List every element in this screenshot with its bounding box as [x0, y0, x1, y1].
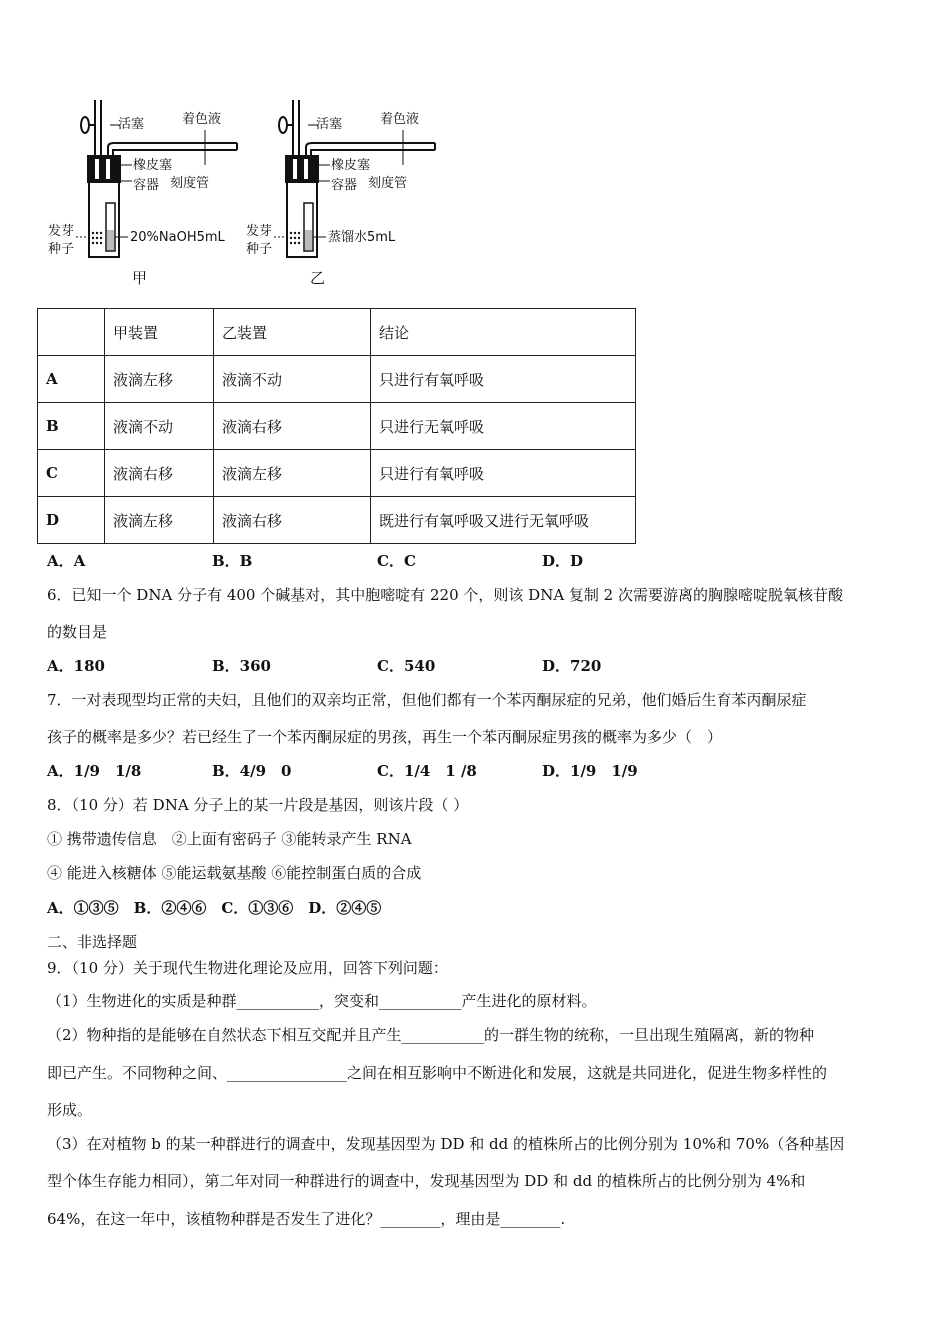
q7-text-line1: 7．一对表现型均正常的夫妇，且他们的双亲均正常，但他们都有一个苯丙酮尿症的兄弟，他们婚后生育苯丙酮尿症 — [47, 691, 807, 709]
table-row — [38, 356, 636, 403]
table-cell: 液滴右移 — [105, 450, 214, 497]
label-tube-a: 刻度管 — [170, 176, 210, 191]
caption-b: 乙 — [310, 269, 326, 287]
apparatus-figure — [40, 95, 460, 295]
table-row — [38, 403, 636, 450]
q9-part3-line2: 型个体生存能力相同），第二年对同一种群进行的调查中，发现基因型为 DD 和 dd 的植株所占的比例分别为 4%和 — [47, 1172, 806, 1190]
q6-text-line1: 6．已知一个 DNA 分子有 400 个碱基对，其中胞嘧啶有 220 个，则该 DNA 复制 2 次需要游离的胸腺嘧啶脱氧核苷酸 — [47, 586, 844, 604]
label-stopcock-b: 活塞 — [316, 117, 343, 132]
label-container-a: 容器 — [133, 178, 160, 193]
q7-option-c: C．1/4 1 /8 — [377, 762, 477, 780]
q6-text-line2: 的数目是 — [47, 623, 108, 641]
table-cell: 液滴右移 — [214, 497, 371, 544]
table-header-row — [38, 309, 636, 356]
label-stopper-a: 橡皮塞 — [133, 158, 173, 173]
label-seeds-b-1: 发芽 — [246, 224, 273, 239]
q5-option-a: A．A — [47, 552, 86, 570]
table-cell: C — [38, 450, 105, 497]
apparatus-b — [246, 100, 435, 287]
table-row — [38, 497, 636, 544]
q7-text-line2: 孩子的概率是多少？若已经生了一个苯丙酮尿症的男孩，再生一个苯丙酮尿症男孩的概率为多少（ ） — [47, 728, 723, 746]
table-cell: 液滴左移 — [214, 450, 371, 497]
table-header-cell: 乙装置 — [214, 309, 371, 356]
table-cell: 只进行有氧呼吸 — [371, 450, 636, 497]
q6-option-d: D．720 — [542, 657, 602, 675]
q5-option-c: C．C — [377, 552, 416, 570]
table-header-cell: 结论 — [371, 309, 636, 356]
table-cell: 液滴不动 — [214, 356, 371, 403]
label-seeds-a-2: 种子 — [48, 242, 75, 257]
table-cell: 液滴不动 — [105, 403, 214, 450]
label-solution-a: 20%NaOH5mL — [130, 230, 225, 245]
table-cell: D — [38, 497, 105, 544]
results-table — [37, 308, 636, 544]
label-dye-b: 着色液 — [380, 112, 420, 127]
q8-text-line1: 8．（10 分）若 DNA 分子上的某一片段是基因，则该片段（ ） — [47, 796, 469, 814]
q9-part3-line1: （3）在对植物 b 的某一种群进行的调查中，发现基因型为 DD 和 dd 的植株所占的比例分别为 10%和 70%（各种基因 — [47, 1135, 845, 1153]
label-tube-b: 刻度管 — [368, 176, 408, 191]
q6-option-a: A．180 — [47, 657, 105, 675]
q8-text-line2: ① 携带遗传信息 ②上面有密码子 ③能转录产生 RNA — [47, 830, 412, 848]
q7-option-a: A．1/9 1/8 — [47, 762, 142, 780]
q6-option-b: B．360 — [212, 657, 271, 675]
caption-a: 甲 — [132, 269, 148, 287]
q7-option-d: D．1/9 1/9 — [542, 762, 638, 780]
q8-options: A．①③⑤ B．②④⑥ C．①③⑥ D．②④⑤ — [47, 899, 382, 917]
table-cell: A — [38, 356, 105, 403]
q8-text-line3: ④ 能进入核糖体 ⑤能运载氨基酸 ⑥能控制蛋白质的合成 — [47, 864, 422, 882]
q9-part1: （1）生物进化的实质是种群___________，突变和___________产生进化的原材料。 — [47, 992, 597, 1010]
label-seeds-b-2: 种子 — [246, 242, 273, 257]
q9-part3-line3: 64%，在这一年中，该植物种群是否发生了进化？________，理由是________. — [47, 1210, 566, 1228]
table-cell: 只进行有氧呼吸 — [371, 356, 636, 403]
table-header-cell — [38, 309, 105, 356]
q5-option-d: D．D — [542, 552, 584, 570]
table-cell: B — [38, 403, 105, 450]
table-header-cell: 甲装置 — [105, 309, 214, 356]
apparatus-a — [48, 100, 237, 287]
label-solution-b: 蒸馏水5mL — [328, 230, 396, 245]
table-cell: 既进行有氧呼吸又进行无氧呼吸 — [371, 497, 636, 544]
q9-part2-line3: 形成。 — [47, 1101, 93, 1119]
table-cell: 液滴右移 — [214, 403, 371, 450]
q9-part2-line1: （2）物种指的是能够在自然状态下相互交配并且产生___________的一群生物的统称，一旦出现生殖隔离，新的物种 — [47, 1026, 815, 1044]
label-seeds-a-1: 发芽 — [48, 224, 75, 239]
q9-title: 9．（10 分）关于现代生物进化理论及应用，回答下列问题： — [47, 959, 448, 977]
table-row — [38, 450, 636, 497]
section-heading: 二、非选择题 — [47, 933, 138, 951]
label-stopper-b: 橡皮塞 — [331, 158, 371, 173]
q5-option-b: B．B — [212, 552, 253, 570]
label-dye-a: 着色液 — [182, 112, 222, 127]
q9-part2-line2: 即已产生。不同物种之间、________________之间在相互影响中不断进化和发展，这就是共同进化，促进生物多样性的 — [47, 1064, 828, 1082]
label-container-b: 容器 — [331, 178, 358, 193]
q7-option-b: B．4/9 0 — [212, 762, 292, 780]
table-cell: 只进行无氧呼吸 — [371, 403, 636, 450]
q6-option-c: C．540 — [377, 657, 436, 675]
table-cell: 液滴左移 — [105, 356, 214, 403]
table-cell: 液滴左移 — [105, 497, 214, 544]
label-stopcock-a: 活塞 — [118, 117, 145, 132]
